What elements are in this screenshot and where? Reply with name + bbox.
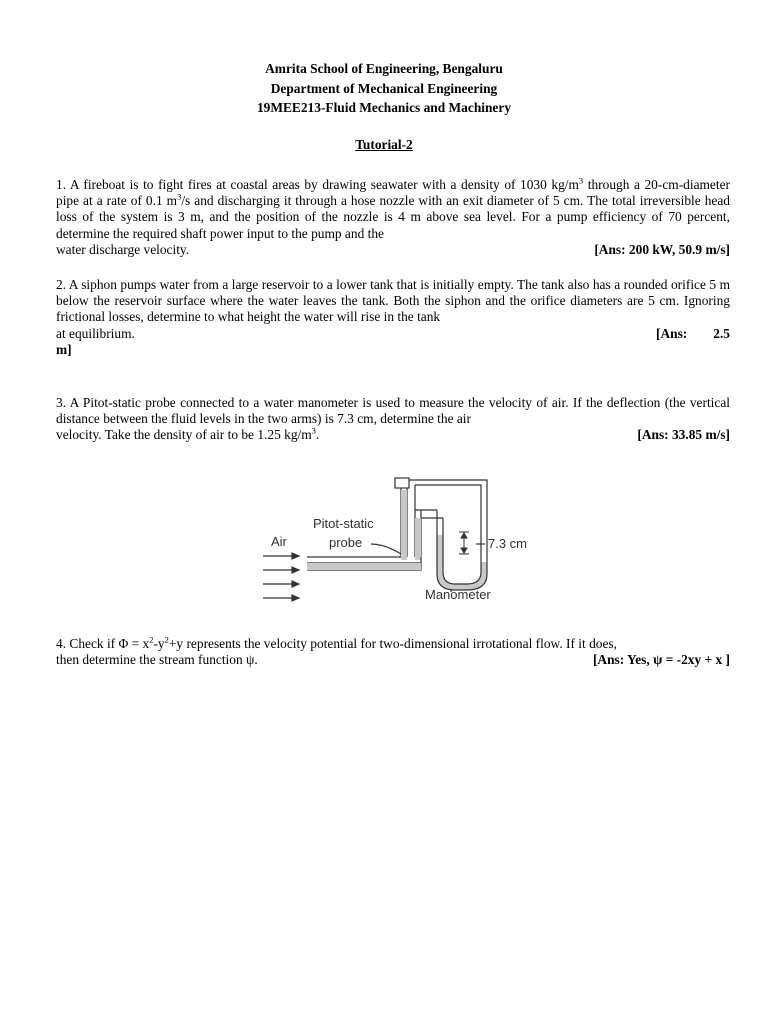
connecting-tube-top <box>407 480 487 491</box>
question-1-text-part: 1. A fireboat is to fight fires at coastal areas by drawing seawater with a density of 1030 kg/m <box>56 177 579 192</box>
department-name: Department of Mechanical Engineering <box>270 80 498 96</box>
question-4-text-part: -y <box>153 636 165 651</box>
pitot-static-figure <box>255 470 528 610</box>
tutorial-title: Tutorial-2 <box>355 137 413 152</box>
question-4-text-part: +y represents the velocity potential for two-dimensional irrotational flow. If it does, <box>168 636 617 651</box>
question-4 <box>56 636 730 668</box>
school-name: Amrita School of Engineering, Bengaluru <box>265 61 503 76</box>
question-3-last-line <box>56 427 730 443</box>
question-2-last-line <box>56 326 730 342</box>
question-2-text: 2. A siphon pumps water from a large reservoir to a lower tank that is initially empty. The tank also has a rounded orifice 5 m below the reservoir surface where the water leaves the tank. Both the siphon and the orifice diameters are 5 cm. Ignoring frictional losses, determine to what height the water will rise in the tank <box>56 277 730 325</box>
question-2-answer-part: 2.5 <box>713 325 730 341</box>
superscript: 2 <box>164 634 169 645</box>
question-2-text-end: at equilibrium. <box>56 325 135 341</box>
question-4-last-line <box>56 652 730 668</box>
superscript: 2 <box>149 634 154 645</box>
deflection-marker <box>459 532 469 554</box>
probe-stem-fill <box>401 490 407 560</box>
question-2 <box>56 277 730 358</box>
question-1-text-end: water discharge velocity. <box>56 241 190 257</box>
question-3-text-part: . <box>315 427 320 443</box>
question-1-last-line <box>56 242 730 258</box>
probe-label-line1: Pitot-static <box>313 516 374 531</box>
manometer-fluid <box>437 535 487 590</box>
question-1-text-part: through a 20-cm-diameter pipe at a rate of 0.1 m <box>56 177 730 209</box>
manometer-label: Manometer <box>425 587 491 602</box>
probe-leader-line <box>371 544 401 554</box>
air-flow-arrows <box>263 553 299 601</box>
question-4-text-end: then determine the stream function ψ. <box>56 652 258 668</box>
course-title: 19MEE213-Fluid Mechanics and Machinery <box>256 100 512 115</box>
question-2-answer-part: [Ans: <box>656 325 688 341</box>
question-4-text-part: 4. Check if Φ = x <box>56 636 150 651</box>
question-3-text: 3. A Pitot-static probe connected to a water manometer is used to measure the velocity of air. If the deflection (the vertical distance between the fluid levels in the two arms) is 7.3 cm, determine the air <box>56 395 730 427</box>
probe-stem-fill-2 <box>415 518 421 560</box>
question-4-answer: [Ans: Yes, ψ = -2xy + x ] <box>592 652 730 668</box>
superscript: 3 <box>311 425 316 436</box>
question-2-answer <box>656 326 730 342</box>
superscript: 3 <box>578 175 584 186</box>
probe-label-line2: probe <box>329 535 363 550</box>
question-1 <box>56 177 730 258</box>
question-3-text-part: velocity. Take the density of air to be 1.25 kg/m <box>56 427 312 443</box>
document-header <box>0 59 768 118</box>
question-1-answer: [Ans: 200 kW, 50.9 m/s] <box>594 241 730 257</box>
question-1-text-part: /s and discharging it through a hose nozzle with an exit diameter of 5 cm. The total irreversible head loss of the system is 3 m, and the position of the nozzle is 4 m above sea level. For a pump efficiency of 70 percent, determine the required shaft power input to the pump and the <box>56 193 731 241</box>
question-1-text <box>56 177 730 242</box>
question-4-text <box>56 636 730 652</box>
question-3-answer: [Ans: 33.85 m/s] <box>637 427 730 443</box>
air-label: Air <box>271 534 287 549</box>
deflection-label: 7.3 cm <box>488 536 528 551</box>
probe-body-fill <box>307 563 421 570</box>
question-2-answer-part: m] <box>56 341 72 357</box>
probe-tip <box>395 478 409 488</box>
question-3 <box>56 395 730 444</box>
superscript: 3 <box>177 191 182 202</box>
question-3-text-end <box>56 427 319 443</box>
connecting-tube-mid <box>415 510 443 518</box>
